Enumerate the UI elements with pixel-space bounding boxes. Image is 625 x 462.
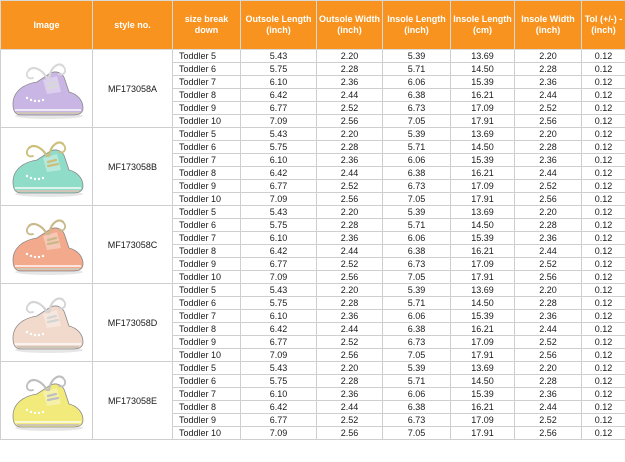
outsole-width: 2.28 [317, 219, 383, 232]
insole-length-inch: 6.73 [383, 258, 451, 271]
insole-width: 2.56 [515, 193, 582, 206]
outsole-length: 5.75 [241, 297, 317, 310]
insole-length-cm: 14.50 [451, 219, 515, 232]
lavender-oxford-shoe-icon [3, 54, 91, 124]
insole-width: 2.36 [515, 232, 582, 245]
header-style-no: style no. [93, 1, 173, 50]
insole-length-cm: 17.91 [451, 349, 515, 362]
tolerance: 0.12 [582, 115, 625, 128]
outsole-length: 7.09 [241, 427, 317, 440]
insole-length-cm: 16.21 [451, 89, 515, 102]
insole-width: 2.36 [515, 388, 582, 401]
tolerance: 0.12 [582, 362, 625, 375]
style-number: MF173058E [93, 362, 173, 440]
outsole-width: 2.56 [317, 193, 383, 206]
insole-length-cm: 14.50 [451, 63, 515, 76]
insole-length-inch: 6.06 [383, 388, 451, 401]
insole-length-inch: 5.71 [383, 297, 451, 310]
outsole-length: 6.42 [241, 401, 317, 414]
tolerance: 0.12 [582, 167, 625, 180]
tolerance: 0.12 [582, 76, 625, 89]
size-break-down: Toddler 10 [173, 271, 241, 284]
insole-length-cm: 17.91 [451, 271, 515, 284]
size-break-down: Toddler 6 [173, 219, 241, 232]
insole-length-cm: 17.09 [451, 102, 515, 115]
outsole-width: 2.36 [317, 388, 383, 401]
blush-oxford-shoe-icon [3, 288, 91, 358]
size-break-down: Toddler 10 [173, 193, 241, 206]
insole-length-inch: 6.06 [383, 154, 451, 167]
product-image-cell [1, 50, 93, 128]
insole-length-inch: 6.38 [383, 245, 451, 258]
insole-width: 2.52 [515, 180, 582, 193]
outsole-length: 6.42 [241, 89, 317, 102]
outsole-length: 5.43 [241, 284, 317, 297]
tolerance: 0.12 [582, 297, 625, 310]
insole-length-inch: 6.73 [383, 414, 451, 427]
outsole-length: 6.10 [241, 388, 317, 401]
table-row [1, 284, 625, 297]
outsole-length: 5.75 [241, 141, 317, 154]
outsole-width: 2.56 [317, 271, 383, 284]
outsole-width: 2.36 [317, 154, 383, 167]
outsole-width: 2.52 [317, 336, 383, 349]
insole-width: 2.56 [515, 115, 582, 128]
insole-length-inch: 7.05 [383, 349, 451, 362]
insole-width: 2.52 [515, 414, 582, 427]
size-break-down: Toddler 10 [173, 115, 241, 128]
header-outsole-width: Outsole Width (inch) [317, 1, 383, 50]
insole-length-cm: 16.21 [451, 401, 515, 414]
tolerance: 0.12 [582, 193, 625, 206]
outsole-width: 2.56 [317, 427, 383, 440]
tolerance: 0.12 [582, 284, 625, 297]
insole-length-inch: 6.06 [383, 232, 451, 245]
header-tolerance: Tol (+/-) - (inch) [582, 1, 625, 50]
size-break-down: Toddler 6 [173, 63, 241, 76]
insole-length-cm: 14.50 [451, 141, 515, 154]
header-insole-width: Insole Width (inch) [515, 1, 582, 50]
product-image-cell [1, 362, 93, 440]
insole-length-inch: 5.39 [383, 50, 451, 63]
outsole-width: 2.36 [317, 76, 383, 89]
insole-length-cm: 17.91 [451, 427, 515, 440]
style-number: MF173058A [93, 50, 173, 128]
insole-length-cm: 15.39 [451, 310, 515, 323]
insole-length-inch: 5.39 [383, 128, 451, 141]
product-image-cell [1, 128, 93, 206]
insole-width: 2.28 [515, 141, 582, 154]
tolerance: 0.12 [582, 102, 625, 115]
insole-width: 2.52 [515, 102, 582, 115]
insole-length-inch: 6.38 [383, 401, 451, 414]
insole-length-cm: 13.69 [451, 284, 515, 297]
header-outsole-length: Outsole Length (inch) [241, 1, 317, 50]
size-break-down: Toddler 8 [173, 401, 241, 414]
insole-width: 2.44 [515, 323, 582, 336]
insole-length-cm: 13.69 [451, 128, 515, 141]
tolerance: 0.12 [582, 375, 625, 388]
insole-length-cm: 16.21 [451, 323, 515, 336]
size-break-down: Toddler 5 [173, 362, 241, 375]
insole-width: 2.36 [515, 76, 582, 89]
insole-length-cm: 17.09 [451, 258, 515, 271]
insole-length-cm: 17.09 [451, 180, 515, 193]
tolerance: 0.12 [582, 336, 625, 349]
insole-length-inch: 5.71 [383, 63, 451, 76]
coral-oxford-shoe-icon [3, 210, 91, 280]
size-break-down: Toddler 5 [173, 206, 241, 219]
insole-width: 2.20 [515, 206, 582, 219]
style-number: MF173058D [93, 284, 173, 362]
size-break-down: Toddler 9 [173, 258, 241, 271]
outsole-width: 2.52 [317, 102, 383, 115]
size-break-down: Toddler 7 [173, 310, 241, 323]
tolerance: 0.12 [582, 388, 625, 401]
product-image-cell [1, 284, 93, 362]
outsole-length: 6.77 [241, 180, 317, 193]
outsole-width: 2.28 [317, 375, 383, 388]
insole-width: 2.20 [515, 362, 582, 375]
insole-length-cm: 15.39 [451, 76, 515, 89]
size-break-down: Toddler 7 [173, 232, 241, 245]
outsole-length: 5.75 [241, 375, 317, 388]
tolerance: 0.12 [582, 245, 625, 258]
style-number: MF173058B [93, 128, 173, 206]
insole-length-inch: 6.73 [383, 336, 451, 349]
insole-length-inch: 7.05 [383, 115, 451, 128]
outsole-length: 5.75 [241, 63, 317, 76]
tolerance: 0.12 [582, 401, 625, 414]
header-size-break-down: size break down [173, 1, 241, 50]
tolerance: 0.12 [582, 219, 625, 232]
table-row [1, 128, 625, 141]
insole-length-inch: 5.39 [383, 362, 451, 375]
tolerance: 0.12 [582, 414, 625, 427]
style-number: MF173058C [93, 206, 173, 284]
insole-length-inch: 5.71 [383, 141, 451, 154]
size-break-down: Toddler 8 [173, 89, 241, 102]
header-image: Image [1, 1, 93, 50]
insole-width: 2.28 [515, 297, 582, 310]
yellow-oxford-shoe-icon [3, 366, 91, 436]
outsole-width: 2.36 [317, 310, 383, 323]
insole-length-inch: 7.05 [383, 427, 451, 440]
size-break-down: Toddler 5 [173, 50, 241, 63]
outsole-width: 2.20 [317, 362, 383, 375]
product-image-cell [1, 206, 93, 284]
header-insole-length-cm: Insole Length (cm) [451, 1, 515, 50]
insole-length-inch: 5.39 [383, 284, 451, 297]
outsole-length: 5.75 [241, 219, 317, 232]
outsole-width: 2.36 [317, 232, 383, 245]
tolerance: 0.12 [582, 349, 625, 362]
outsole-length: 6.42 [241, 323, 317, 336]
size-break-down: Toddler 9 [173, 102, 241, 115]
insole-width: 2.44 [515, 167, 582, 180]
size-break-down: Toddler 5 [173, 284, 241, 297]
outsole-width: 2.20 [317, 50, 383, 63]
insole-width: 2.36 [515, 310, 582, 323]
tolerance: 0.12 [582, 232, 625, 245]
insole-width: 2.56 [515, 349, 582, 362]
insole-width: 2.44 [515, 401, 582, 414]
size-break-down: Toddler 5 [173, 128, 241, 141]
outsole-width: 2.52 [317, 258, 383, 271]
outsole-length: 6.10 [241, 232, 317, 245]
tolerance: 0.12 [582, 427, 625, 440]
size-break-down: Toddler 6 [173, 141, 241, 154]
outsole-width: 2.28 [317, 63, 383, 76]
table-row [1, 206, 625, 219]
outsole-width: 2.44 [317, 245, 383, 258]
size-break-down: Toddler 9 [173, 414, 241, 427]
header-row [1, 1, 625, 50]
insole-length-cm: 13.69 [451, 206, 515, 219]
insole-width: 2.20 [515, 284, 582, 297]
mint-oxford-shoe-icon [3, 132, 91, 202]
insole-length-inch: 6.73 [383, 102, 451, 115]
size-break-down: Toddler 7 [173, 388, 241, 401]
insole-width: 2.20 [515, 128, 582, 141]
outsole-width: 2.28 [317, 141, 383, 154]
insole-length-cm: 15.39 [451, 232, 515, 245]
size-break-down: Toddler 8 [173, 245, 241, 258]
outsole-length: 7.09 [241, 193, 317, 206]
tolerance: 0.12 [582, 271, 625, 284]
size-break-down: Toddler 6 [173, 375, 241, 388]
tolerance: 0.12 [582, 180, 625, 193]
insole-width: 2.44 [515, 245, 582, 258]
outsole-length: 7.09 [241, 271, 317, 284]
insole-length-inch: 7.05 [383, 193, 451, 206]
insole-length-inch: 5.71 [383, 375, 451, 388]
outsole-length: 5.43 [241, 128, 317, 141]
insole-length-cm: 14.50 [451, 297, 515, 310]
insole-length-inch: 6.38 [383, 323, 451, 336]
insole-length-inch: 6.06 [383, 310, 451, 323]
outsole-width: 2.44 [317, 323, 383, 336]
tolerance: 0.12 [582, 323, 625, 336]
size-break-down: Toddler 8 [173, 167, 241, 180]
insole-width: 2.36 [515, 154, 582, 167]
tolerance: 0.12 [582, 206, 625, 219]
insole-length-cm: 15.39 [451, 388, 515, 401]
insole-length-inch: 6.38 [383, 167, 451, 180]
size-break-down: Toddler 10 [173, 349, 241, 362]
outsole-length: 5.43 [241, 206, 317, 219]
insole-width: 2.20 [515, 50, 582, 63]
outsole-length: 6.42 [241, 245, 317, 258]
size-break-down: Toddler 7 [173, 76, 241, 89]
insole-length-cm: 17.09 [451, 336, 515, 349]
insole-length-cm: 14.50 [451, 375, 515, 388]
insole-length-cm: 13.69 [451, 50, 515, 63]
outsole-width: 2.20 [317, 206, 383, 219]
insole-length-cm: 16.21 [451, 167, 515, 180]
tolerance: 0.12 [582, 141, 625, 154]
insole-length-cm: 13.69 [451, 362, 515, 375]
insole-length-cm: 15.39 [451, 154, 515, 167]
tolerance: 0.12 [582, 310, 625, 323]
outsole-width: 2.20 [317, 128, 383, 141]
outsole-width: 2.56 [317, 115, 383, 128]
tolerance: 0.12 [582, 89, 625, 102]
insole-length-inch: 5.71 [383, 219, 451, 232]
outsole-length: 6.77 [241, 414, 317, 427]
insole-length-cm: 17.91 [451, 115, 515, 128]
insole-length-cm: 16.21 [451, 245, 515, 258]
insole-width: 2.28 [515, 219, 582, 232]
outsole-length: 6.77 [241, 102, 317, 115]
size-break-down: Toddler 8 [173, 323, 241, 336]
tolerance: 0.12 [582, 50, 625, 63]
table-row [1, 50, 625, 63]
insole-width: 2.28 [515, 375, 582, 388]
insole-width: 2.52 [515, 336, 582, 349]
outsole-length: 6.42 [241, 167, 317, 180]
insole-width: 2.44 [515, 89, 582, 102]
size-chart-body [1, 50, 625, 440]
tolerance: 0.12 [582, 258, 625, 271]
insole-length-inch: 6.73 [383, 180, 451, 193]
outsole-width: 2.52 [317, 414, 383, 427]
outsole-width: 2.44 [317, 167, 383, 180]
insole-length-inch: 6.06 [383, 76, 451, 89]
outsole-width: 2.52 [317, 180, 383, 193]
outsole-length: 6.10 [241, 310, 317, 323]
outsole-width: 2.44 [317, 89, 383, 102]
insole-width: 2.56 [515, 271, 582, 284]
outsole-length: 5.43 [241, 362, 317, 375]
tolerance: 0.12 [582, 128, 625, 141]
outsole-width: 2.44 [317, 401, 383, 414]
outsole-width: 2.28 [317, 297, 383, 310]
insole-length-cm: 17.09 [451, 414, 515, 427]
outsole-length: 7.09 [241, 349, 317, 362]
insole-width: 2.56 [515, 427, 582, 440]
insole-length-inch: 5.39 [383, 206, 451, 219]
size-break-down: Toddler 9 [173, 180, 241, 193]
tolerance: 0.12 [582, 154, 625, 167]
outsole-length: 6.77 [241, 258, 317, 271]
size-break-down: Toddler 10 [173, 427, 241, 440]
insole-length-inch: 6.38 [383, 89, 451, 102]
outsole-length: 7.09 [241, 115, 317, 128]
outsole-width: 2.56 [317, 349, 383, 362]
outsole-length: 6.10 [241, 76, 317, 89]
outsole-length: 6.10 [241, 154, 317, 167]
outsole-length: 5.43 [241, 50, 317, 63]
size-break-down: Toddler 7 [173, 154, 241, 167]
outsole-length: 6.77 [241, 336, 317, 349]
size-break-down: Toddler 6 [173, 297, 241, 310]
header-insole-length-inch: Insole Length (inch) [383, 1, 451, 50]
outsole-width: 2.20 [317, 284, 383, 297]
insole-width: 2.52 [515, 258, 582, 271]
table-row [1, 362, 625, 375]
insole-length-cm: 17.91 [451, 193, 515, 206]
tolerance: 0.12 [582, 63, 625, 76]
insole-length-inch: 7.05 [383, 271, 451, 284]
insole-width: 2.28 [515, 63, 582, 76]
size-break-down: Toddler 9 [173, 336, 241, 349]
